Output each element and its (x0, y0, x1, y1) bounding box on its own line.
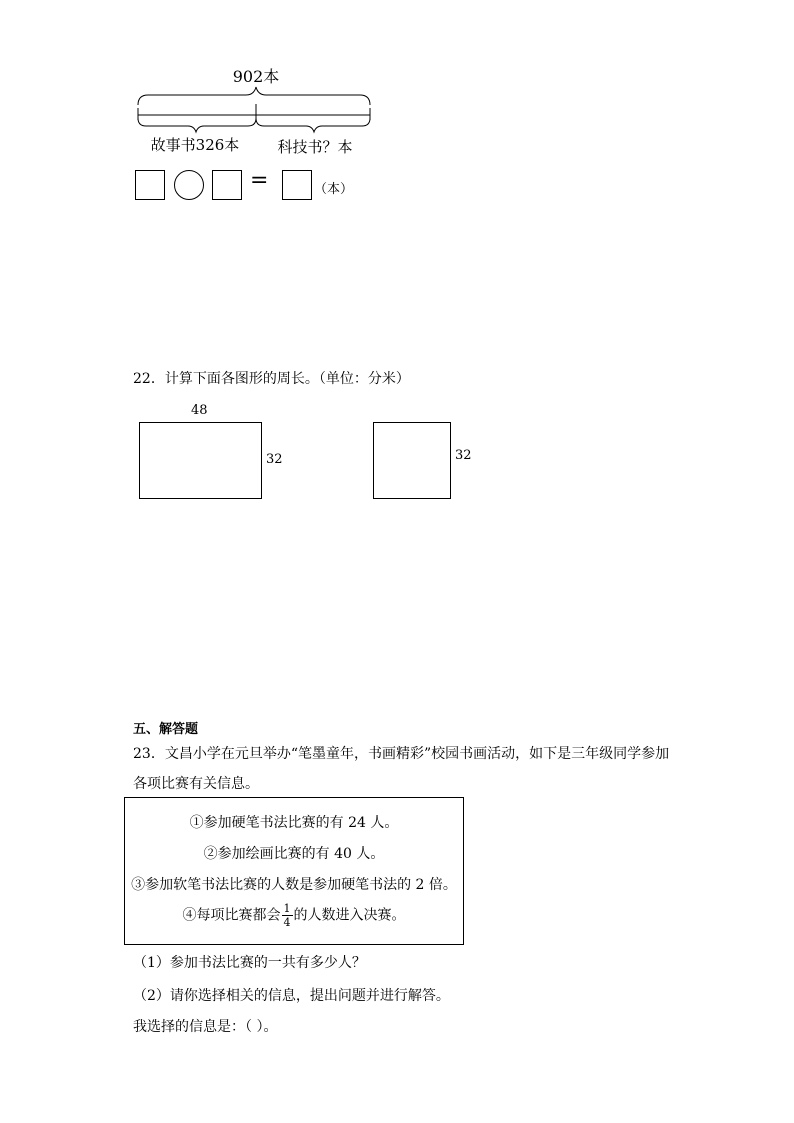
rect-height-label: 32 (266, 452, 283, 467)
book-brace-diagram (130, 60, 380, 160)
total-brace (138, 87, 370, 105)
info-item-1: ①参加硬笔书法比赛的有 24 人。 (189, 815, 399, 831)
answer-box-result[interactable] (282, 170, 312, 200)
q23-sub-question-1: （1）参加书法比赛的一共有多少人？ (133, 955, 366, 971)
equals-sign: = (250, 168, 269, 193)
answer-box-1[interactable] (135, 170, 165, 200)
total-books-label: 902本 (232, 67, 280, 86)
fraction-one-quarter (283, 902, 292, 929)
rect-width-label: 48 (191, 403, 208, 418)
info-box (124, 797, 464, 945)
q23-text-line1: 23．文昌小学在元旦举办“笔墨童年，书画精彩”校园书画活动，如下是三年级同学参加 (133, 746, 670, 762)
square-figure (373, 422, 451, 499)
story-brace (138, 118, 256, 132)
info-item-2: ②参加绘画比赛的有 40 人。 (203, 846, 385, 862)
science-brace (256, 118, 370, 132)
unit-label: （本） (314, 182, 354, 197)
q23-sub-question-2: （2）请你选择相关的信息，提出问题并进行解答。 (133, 988, 450, 1004)
answer-box-2[interactable] (212, 170, 242, 200)
info-item-3: ③参加软笔书法比赛的人数是参加硬笔书法的 2 倍。 (131, 877, 457, 893)
info-choice-line: 我选择的信息是：（ ）。 (133, 1019, 278, 1035)
square-side-label: 32 (455, 448, 472, 463)
section-heading: 五、解答题 (133, 722, 199, 737)
q22-title: 22．计算下面各图形的周长。（单位：分米） (133, 371, 410, 387)
fraction-numerator: 1 (283, 902, 291, 915)
info-item-4-suffix: 的人数进入决赛。 (293, 907, 406, 924)
info-item-4 (125, 902, 463, 929)
operator-circle[interactable] (174, 170, 204, 200)
story-books-label: 故事书326本 (150, 136, 240, 154)
info-item-4-prefix: ④每项比赛都会 (182, 907, 281, 924)
science-books-label: 科技书？本 (277, 138, 353, 156)
fraction-denominator: 4 (283, 916, 291, 929)
q23-text-line2: 各项比赛有关信息。 (133, 776, 259, 792)
rectangle-figure (139, 422, 262, 499)
